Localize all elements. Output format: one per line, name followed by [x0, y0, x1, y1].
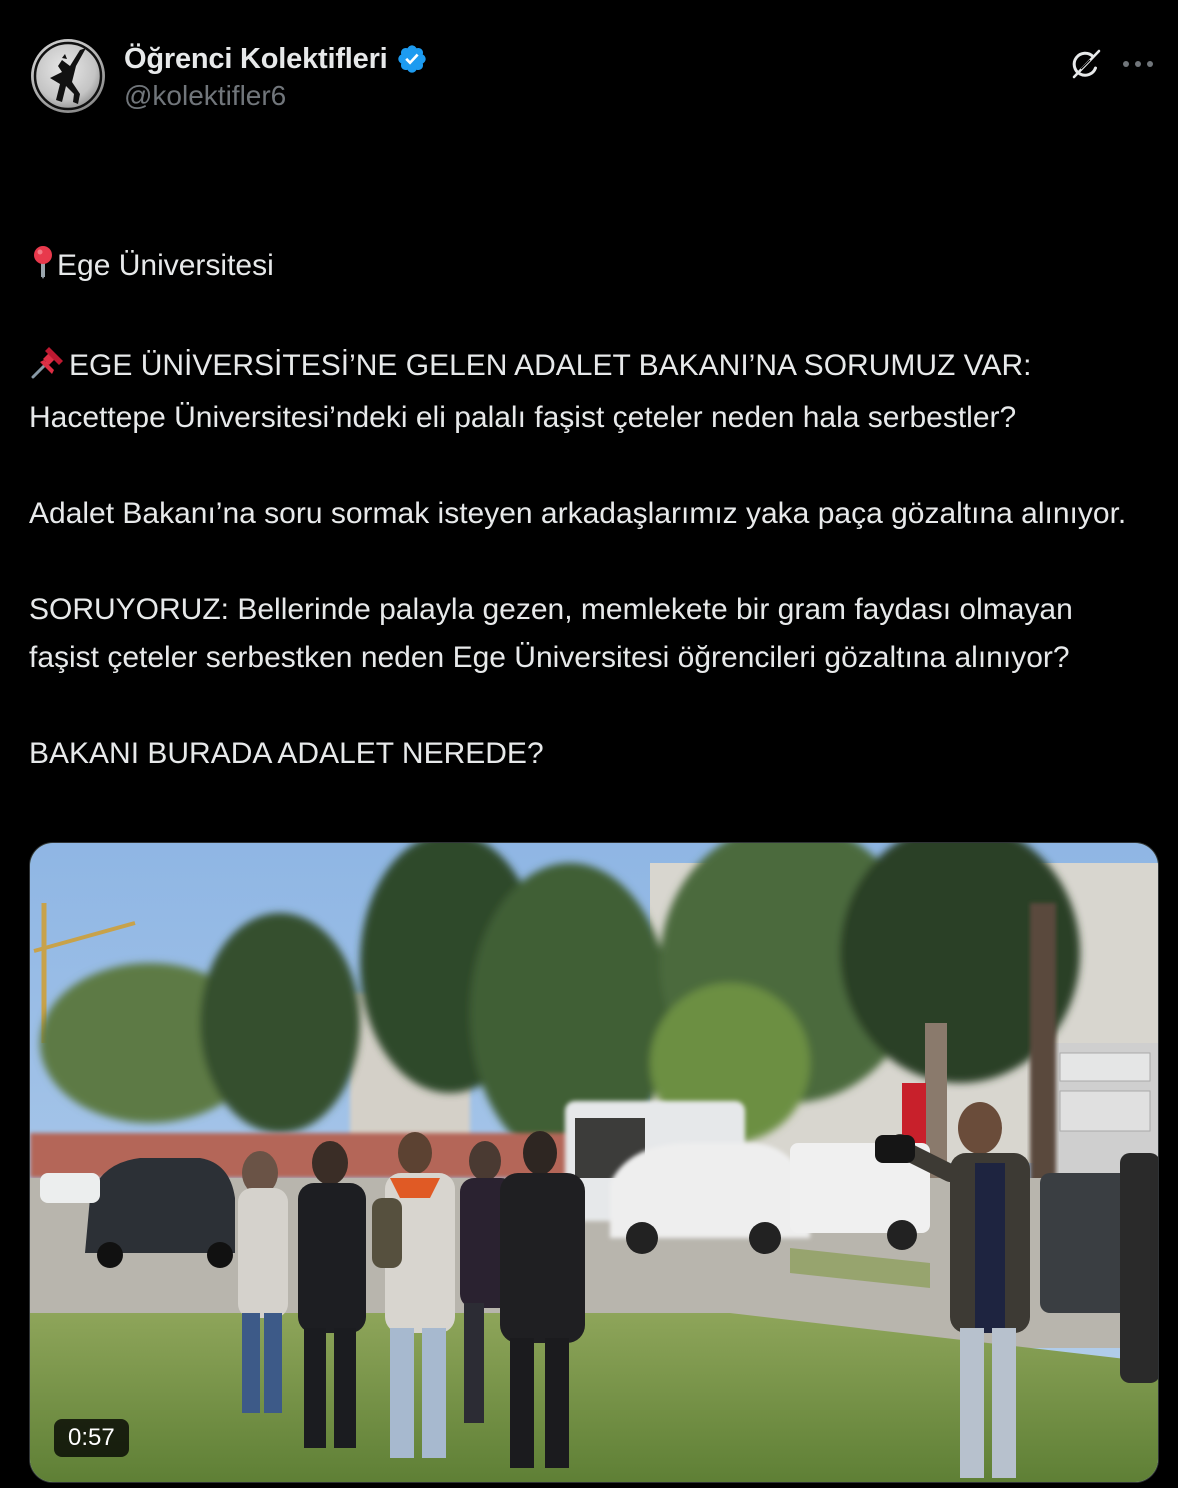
name-row	[124, 40, 428, 78]
question-text: EGE ÜNİVERSİTESİ’NE GELEN ADALET BAKANI’NA SORUMUZ VAR: Hacettepe Üniversitesi’ndeki eli palalı faşist çeteler neden hala serbestler?	[29, 349, 1040, 434]
more-horizontal-icon	[1135, 61, 1141, 67]
avatar[interactable]	[28, 36, 108, 116]
tweet-paragraph-closing: BAKANI BURADA ADALET NEREDE?	[29, 737, 544, 770]
handle[interactable]: @kolektifler6	[124, 80, 287, 111]
more-horizontal-icon	[1123, 61, 1129, 67]
location-text: Ege Üniversitesi	[57, 249, 274, 282]
grok-button[interactable]	[1066, 44, 1106, 84]
grok-icon	[1068, 46, 1104, 82]
verified-badge-icon[interactable]	[396, 43, 428, 75]
tweet-paragraph-detention: Adalet Bakanı’na soru sormak isteyen arkadaşlarımız yaka paça gözaltına alınıyor.	[29, 497, 1127, 530]
user-info	[124, 40, 428, 112]
tweet-text	[29, 146, 1149, 826]
tweet-paragraph-location	[29, 242, 1149, 294]
video-player[interactable]	[29, 842, 1159, 1483]
video-thumbnail	[30, 843, 1159, 1483]
running-figure-logo-icon	[28, 36, 108, 116]
round-pushpin-icon	[29, 245, 57, 294]
display-name[interactable]: Öğrenci Kolektifleri	[124, 42, 388, 75]
video-duration-badge: 0:57	[54, 1419, 129, 1457]
pushpin-icon	[29, 343, 69, 394]
tweet-header	[28, 36, 1158, 120]
more-horizontal-icon	[1147, 61, 1153, 67]
tweet-paragraph-question	[29, 342, 1149, 442]
tweet-paragraph-soruyoruz: SORUYORUZ: Bellerinde palayla gezen, memlekete bir gram faydası olmayan faşist çeteler serbestken neden Ege Üniversitesi öğrencileri gözaltına alınıyor?	[29, 593, 1082, 674]
more-options-button[interactable]	[1118, 44, 1158, 84]
